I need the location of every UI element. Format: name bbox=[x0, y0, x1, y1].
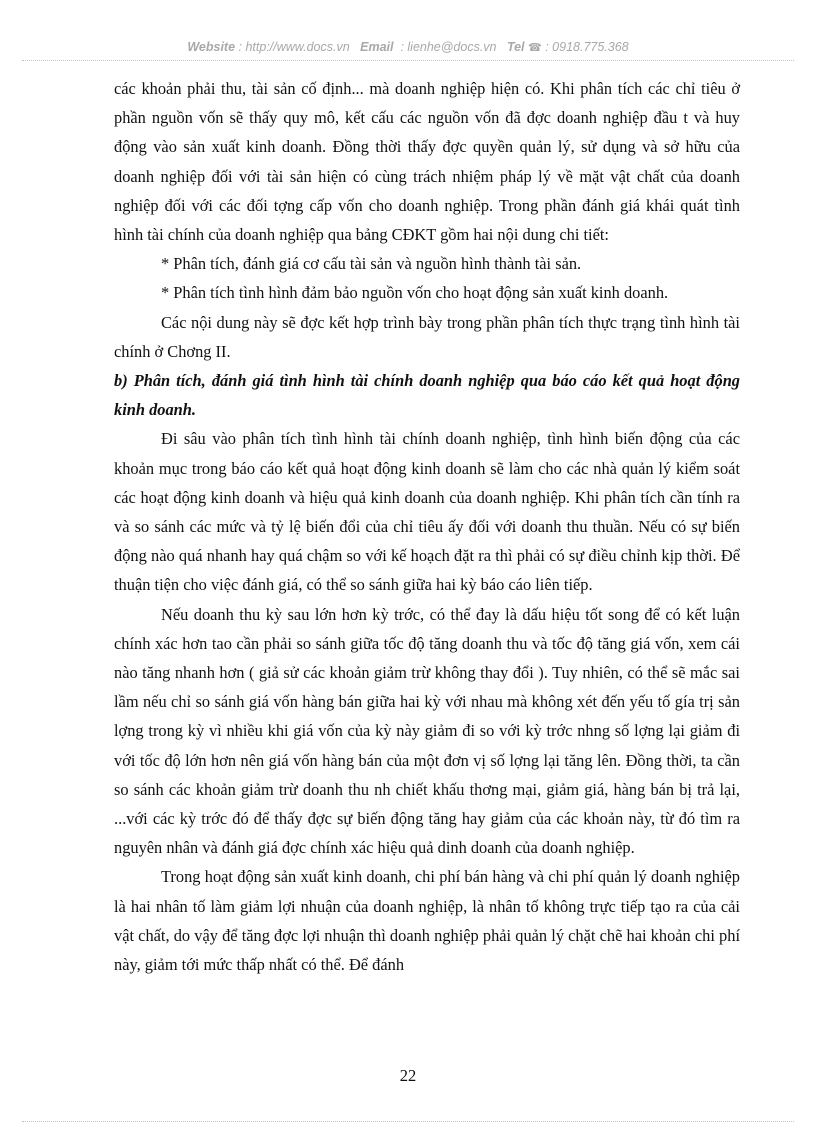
tel-value: : 0918.775.368 bbox=[545, 40, 629, 54]
bullet-capital-assurance: * Phân tích tình hình đảm bảo nguồn vốn cho hoạt động sản xuất kinh doanh. bbox=[161, 283, 669, 303]
paragraph-expense-management: Trong hoạt động sản xuất kinh doanh, chi phí bán hàng và chi phí quản lý doanh nghiệp là hai nhân tố làm giảm lợi nhuận của doanh nghiệp, là nhân tố không trực tiếp tạo ra của cải vật chất, do vậy để tăng đợc lợi nhuận thì doanh nghiệp phải quản lý chặt chẽ hai khoản chi phí này, giảm tới mức thấp nhất có thể. Để đánh bbox=[114, 867, 740, 975]
page-number: 22 bbox=[399, 1066, 417, 1085]
phone-icon: ☎ bbox=[528, 42, 542, 54]
document-body bbox=[114, 74, 740, 979]
paragraph-balance-sheet-intro: các khoản phải thu, tài sản cố định... mà doanh nghiệp hiện có. Khi phân tích các chỉ tiêu ở phần nguồn vốn sẽ thấy quy mô, kết cấu các nguồn vốn đã đợc doanh nghiệp đầu t và huy động vào sản xuất kinh doanh. Đồng thời thấy đợc quyền quản lý, sử dụng và sở hữu của doanh nghiệp đối với tài sản hiện có cùng trách nhiệm pháp lý về mặt vật chất của doanh nghiệp đối với các đối tợng cấp vốn cho doanh nghiệp. Trong phần đánh giá khái quát tình hình tài chính của doanh nghiệp qua bảng CĐKT gồm hai nội dung chi tiết: bbox=[114, 79, 740, 245]
bullet-asset-structure: * Phân tích, đánh giá cơ cấu tài sản và nguồn hình thành tài sản. bbox=[161, 254, 582, 274]
paragraph-revenue-comparison: Nếu doanh thu kỳ sau lớn hơn kỳ trớc, có thể đay là dấu hiệu tốt song để có kết luận chính xác hơn tao cần phải so sánh giữa tốc độ tăng doanh thu và tốc độ tăng giá vốn, xem cái nào tăng nhanh hơn ( giả sử các khoản giảm trừ không thay đổi ). Tuy nhiên, có thể sẽ mắc sai lầm nếu chỉ so sánh giá vốn hàng bán giữa hai kỳ với nhau mà không xét đến yếu tố gía trị sản lợng trong kỳ vì nhiều khi giá vốn của kỳ này giảm đi so với kỳ trớc nhng số lợng lại giảm đi với tốc độ lớn hơn nên giá vốn hàng bán của một đơn vị số lợng lại tăng lên. Đồng thời, ta cần so sánh các khoản giảm trừ doanh thu nh chiết khấu thơng mại, giảm giá, hàng bán bị trả lại, ...với các kỳ trớc đó để thấy đợc sự biến động tăng hay giảm của các khoản này, từ đó tìm ra nguyên nhân và đánh giá đợc chính xác hiệu quả dinh doanh của doanh nghiệp. bbox=[114, 604, 740, 858]
page-header bbox=[0, 40, 816, 54]
website-url: : http://www.docs.vn bbox=[238, 40, 350, 54]
website-label: Website bbox=[187, 40, 236, 54]
paragraph-income-statement-analysis: Đi sâu vào phân tích tình hình tài chính doanh nghiệp, tình hình biến động của các khoản mục trong báo cáo kết quả hoạt động kinh doanh sẽ làm cho các nhà quản lý kiểm soát các hoạt động kinh doanh và hiệu quả kinh doanh của doanh nghiệp. Khi phân tích cần tính ra và so sánh các mức và tỷ lệ biến đổi của chỉ tiêu ấy đối với doanh thu thuần. Nếu có sự biến động nào quá nhanh hay quá chậm so với kế hoạch đặt ra thì phải có sự điều chỉnh kịp thời. Để thuận tiện cho việc đánh giá, có thể so sánh giữa hai kỳ báo cáo liên tiếp. bbox=[114, 429, 740, 595]
tel-label: Tel bbox=[506, 40, 525, 54]
footer-divider bbox=[22, 1121, 794, 1122]
section-heading-b: b) Phân tích, đánh giá tình hình tài chính doanh nghiệp qua báo cáo kết quả hoạt động kinh doanh. bbox=[114, 371, 740, 420]
header-divider bbox=[22, 60, 794, 61]
paragraph-content-combined: Các nội dung này sẽ đợc kết hợp trình bày trong phần phân tích thực trạng tình hình tài chính ở Chơng II. bbox=[114, 312, 740, 361]
email-value: : lienhe@docs.vn bbox=[400, 40, 497, 54]
email-label: Email bbox=[360, 40, 394, 54]
